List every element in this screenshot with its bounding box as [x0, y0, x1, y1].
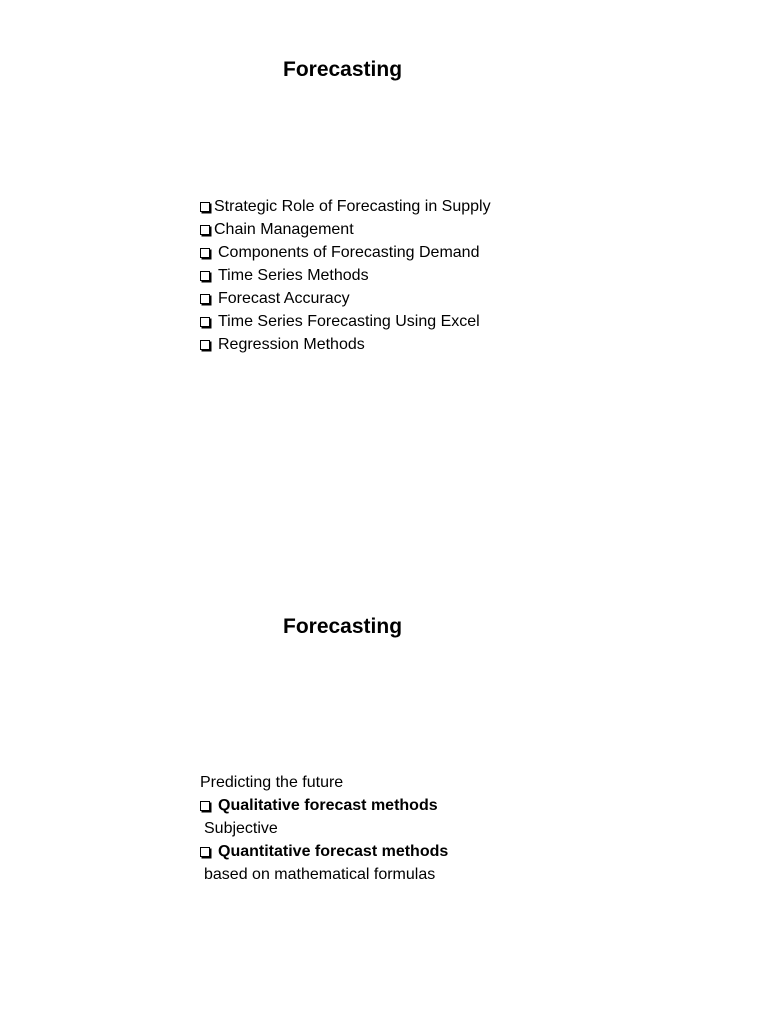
list-item-label: Qualitative forecast methods [218, 797, 438, 814]
list-item-detail: based on mathematical formulas [204, 866, 436, 883]
list-item-label: Forecast Accuracy [218, 290, 350, 307]
list-item-label: Strategic Role of Forecasting in Supply [214, 198, 491, 215]
checkbox-icon [200, 271, 210, 281]
list-item [200, 840, 448, 863]
slide-title: Forecasting [283, 615, 403, 638]
list-item [200, 195, 491, 218]
checkbox-icon [200, 317, 210, 327]
list-item [200, 241, 491, 264]
list-item-label: Chain Management [214, 221, 354, 238]
list-item [200, 333, 491, 356]
checkbox-icon [200, 340, 210, 350]
list-item-label: Components of Forecasting Demand [218, 244, 480, 261]
method-list [200, 771, 448, 886]
list-item [200, 287, 491, 310]
list-item-label: Time Series Methods [218, 267, 369, 284]
checkbox-icon [200, 801, 210, 811]
list-item-detail: Subjective [204, 820, 278, 837]
list-item [200, 310, 491, 333]
checkbox-icon [200, 294, 210, 304]
checkbox-icon [200, 847, 210, 857]
list-item-label: Time Series Forecasting Using Excel [218, 313, 480, 330]
checkbox-icon [200, 225, 210, 235]
checkbox-icon [200, 202, 210, 212]
list-item [200, 794, 448, 817]
checkbox-icon [200, 248, 210, 258]
list-item [200, 264, 491, 287]
slide-title: Forecasting [283, 58, 403, 81]
list-item-label: Regression Methods [218, 336, 365, 353]
slide-2 [0, 512, 768, 1024]
list-item-label: Quantitative forecast methods [218, 843, 449, 860]
list-item [200, 218, 491, 241]
intro-text: Predicting the future [200, 774, 344, 791]
topic-list [200, 195, 491, 356]
